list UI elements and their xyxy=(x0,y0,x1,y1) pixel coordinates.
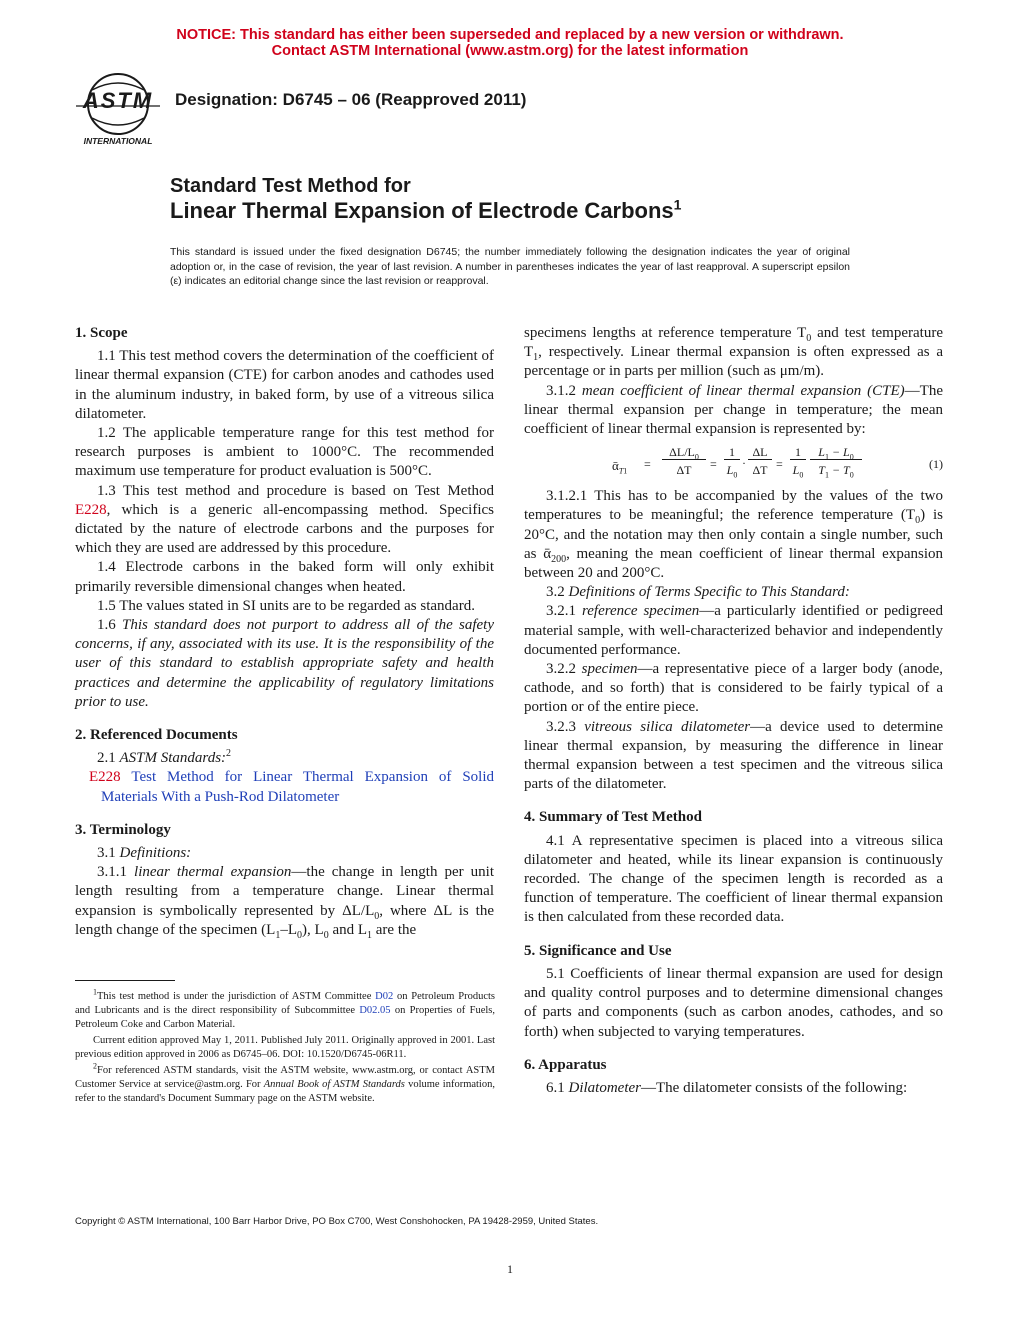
ref-e228 xyxy=(75,768,494,806)
e228-link[interactable]: E228 xyxy=(75,501,107,518)
logo-subtext: INTERNATIONAL xyxy=(83,136,153,146)
para-3-2-2-term: specimen xyxy=(581,661,638,678)
para-1-6 xyxy=(75,616,494,712)
para-1-3 xyxy=(75,482,494,559)
para-3-1-1-text-b: , where ΔL is the length change of the specimen (L xyxy=(75,902,494,938)
para-2-1-num: 2.1 xyxy=(97,750,120,767)
eq-f5-den xyxy=(810,461,862,480)
para-6-1-term: Dilatometer xyxy=(568,1079,641,1096)
footnote-2 xyxy=(75,1061,495,1106)
eq-f1-num xyxy=(662,445,706,460)
eq-f4-den-text: L xyxy=(792,463,800,478)
para-2-1 xyxy=(75,749,494,768)
para-3-1-1-text-d: ), L xyxy=(302,921,324,938)
para-3-1-2 xyxy=(524,382,943,440)
para-3-1-1-text-f: are the xyxy=(372,921,417,938)
cont-text-b: and test temperature T xyxy=(524,325,943,361)
footnote-1-mark: 1 xyxy=(93,987,97,997)
eq-dot: · xyxy=(742,456,746,471)
para-3-1-2-text: —The linear thermal expansion per change in temperature; the mean coefficient of linear thermal expansion is represented by: xyxy=(524,382,943,438)
title-text: Linear Thermal Expansion of Electrode Carbons xyxy=(170,198,674,223)
eq-number: (1) xyxy=(929,457,943,472)
title-footnote-mark: 1 xyxy=(673,196,682,213)
para-3-1-2-1-c: , meaning the mean coefficient of linear thermal expansion between 20 and 200°C. xyxy=(524,545,943,582)
footnote-1-text-b: on Petroleum Products and Lubricants and is the direct responsibility of Subcommittee xyxy=(75,991,495,1016)
para-3-1-1-text-c: –L xyxy=(280,921,298,938)
eq-f5-num-b: − L xyxy=(828,445,850,460)
sub-0: 0 xyxy=(323,929,329,941)
para-3-2-text: Definitions of Terms Specific to This Standard: xyxy=(568,584,850,601)
ref-e228-code[interactable]: E228 xyxy=(89,769,121,786)
para-3-1-1 xyxy=(75,863,494,940)
para-2-1-sup: 2 xyxy=(226,748,232,760)
eq-f3-num: ΔL xyxy=(748,445,772,460)
para-3-1-2-1-a: 3.1.2.1 This has to be accompanied by the values of the two temperatures to be meaningful; the reference temperature (T xyxy=(524,488,943,524)
copyright: Copyright © ASTM International, 100 Barr Harbor Drive, PO Box C700, West Conshohocken, PA 19428-2959, United States. xyxy=(75,1216,599,1227)
sub-0: 0 xyxy=(297,929,303,941)
sub-1: 1 xyxy=(367,929,373,941)
para-3-1-2-num: 3.1.2 xyxy=(546,382,582,399)
sub-0: 0 xyxy=(915,515,921,527)
para-1-3-text-a: 1.3 This test method and procedure is based on Test Method xyxy=(97,482,494,499)
para-1-6-text: This standard does not purport to address all of the safety concerns, if any, associated with its use. It is the responsibility of the user of this standard to establish appropriate safety and health practices and determine the applicability of regulatory limitations prior to use. xyxy=(75,617,495,710)
para-6-1 xyxy=(524,1079,943,1098)
equation-1 xyxy=(524,443,943,483)
eq-f5-num-sub-0: 0 xyxy=(849,452,854,462)
para-3-2-2-text: —a representative piece of a larger body (anode, cathode, and so forth) that is considered to be fairly typical of a portion or of the entire piece. xyxy=(524,661,943,716)
eq-f2-den xyxy=(724,461,740,480)
right-column xyxy=(524,324,943,1098)
para-3-2-3-text: —a device used to determine linear thermal expansion, by measuring the difference in linear thermal expansion between a test specimen and the vitreous silica parts of the dilatometer. xyxy=(524,718,943,793)
eq-f5-den-a: T xyxy=(818,463,825,478)
para-3-1-1-text-e: and L xyxy=(328,921,368,938)
eq-f5-den-sub-1: 1 xyxy=(824,470,829,480)
para-2-1-text: ASTM Standards: xyxy=(119,750,227,767)
sub-1: 1 xyxy=(275,929,281,941)
para-3-2-1 xyxy=(524,602,943,660)
eq-equals-3: = xyxy=(776,457,783,472)
section-2-heading: 2. Referenced Documents xyxy=(75,727,238,744)
astm-logo xyxy=(72,70,164,152)
para-5-1: 5.1 Coefficients of linear thermal expansion are used for design and quality control purposes and to determine dimensional changes of parts and components (such as carbon anodes, cathodes, and so forth) when subjected to varying temperatures. xyxy=(524,965,943,1040)
eq-alpha xyxy=(612,456,627,475)
eq-alpha-sub-1: 1 xyxy=(623,466,628,476)
eq-alpha-sub: T xyxy=(618,466,624,476)
eq-f2-den-sub: 0 xyxy=(733,470,738,480)
para-3-2-3-term: vitreous silica dilatometer xyxy=(584,718,751,735)
para-3-1-1-term: linear thermal expansion xyxy=(134,864,292,881)
para-3-2-1-text: —a particularly identified or pedigreed material sample, with well-characterized behavior and independently documented performance. xyxy=(524,603,944,658)
sub-200: 200 xyxy=(551,553,567,565)
para-3-1-num: 3.1 xyxy=(97,845,120,862)
para-3-2-2 xyxy=(524,660,943,718)
footnote-1-text-c: on Properties of Fuels, Petroleum Coke and Carbon Material. xyxy=(75,1005,495,1030)
section-5-heading: 5. Significance and Use xyxy=(524,942,672,959)
footnote-2-text-a: For referenced ASTM standards, visit the ASTM website, www.astm.org, or contact ASTM Customer Service at service@astm.org. For xyxy=(75,1065,495,1090)
section-3-heading: 3. Terminology xyxy=(75,821,171,838)
section-1-heading: 1. Scope xyxy=(75,325,128,341)
para-3-1-1-text-a: —the change in length per unit length resulting from a temperature change. Linear thermal expansion is symbolically represented by ΔL/L xyxy=(75,864,494,919)
eq-alpha-symbol: ᾱ xyxy=(612,458,619,474)
para-1-1: 1.1 This test method covers the determination of the coefficient of linear thermal expansion (CTE) for carbon anodes and cathodes used in the aluminum industry, in baked form, by use of a vitreous silica dilatometer. xyxy=(75,348,494,422)
para-3-1-1-continued xyxy=(524,324,943,382)
para-3-2-2-num: 3.2.2 xyxy=(546,661,582,678)
footnote-1 xyxy=(75,987,495,1032)
eq-f2-num: 1 xyxy=(724,445,740,460)
title-line-1: Standard Test Method for xyxy=(170,175,411,197)
eq-f1-num-text: ΔL/L xyxy=(669,445,695,460)
sub-0: 0 xyxy=(806,333,812,344)
para-3-1 xyxy=(75,844,494,863)
eq-f4-den xyxy=(790,461,806,480)
sub-1: 1 xyxy=(533,352,539,364)
para-1-2: 1.2 The applicable temperature range for this test method for research purposes is ambient to 1000°C. The recommended maximum use temperature for product evaluation is 500°C. xyxy=(75,425,494,480)
eq-equals-2: = xyxy=(710,457,717,472)
para-3-2-3 xyxy=(524,718,943,795)
notice-line-2: Contact ASTM International (www.astm.org) for the latest information xyxy=(271,43,749,59)
eq-f3-den: ΔT xyxy=(752,463,768,478)
cont-text-c: , respectively. Linear thermal expansion is often expressed as a percentage or in parts per million (such as μm/m). xyxy=(524,344,943,380)
para-3-2 xyxy=(524,583,943,602)
para-1-4: 1.4 Electrode carbons in the baked form will only exhibit primarily reversible dimensional changes when heated. xyxy=(75,559,494,595)
eq-equals-1: = xyxy=(644,457,651,472)
para-6-1-text: —The dilatometer consists of the following: xyxy=(641,1079,908,1096)
cont-text-a: specimens lengths at reference temperature T xyxy=(524,325,807,341)
footnote-1-text-a: This test method is under the jurisdiction of ASTM Committee xyxy=(97,991,376,1002)
section-6-heading: 6. Apparatus xyxy=(524,1056,607,1073)
eq-f4-num: 1 xyxy=(790,445,806,460)
footnote-2-mark: 2 xyxy=(93,1061,97,1071)
footnote-2-text-b: volume information, refer to the standard's Document Summary page on the ASTM website. xyxy=(75,1079,495,1104)
eq-f5-den-sub-0: 0 xyxy=(849,470,854,480)
eq-f5-num-sub-1: 1 xyxy=(824,452,829,462)
eq-f2-den-text: L xyxy=(726,463,734,478)
para-3-1-2-1 xyxy=(524,487,943,583)
para-1-6-num: 1.6 xyxy=(97,617,122,634)
footnotes xyxy=(75,987,495,1108)
section-4-heading: 4. Summary of Test Method xyxy=(524,809,702,826)
left-column xyxy=(75,324,494,940)
para-3-2-3-num: 3.2.3 xyxy=(546,718,585,735)
footnote-2-italic: Annual Book of ASTM Standards xyxy=(263,1079,405,1090)
designation: Designation: D6745 – 06 (Reapproved 2011) xyxy=(175,90,527,109)
eq-f1-den: ΔT xyxy=(676,463,692,478)
para-3-2-num: 3.2 xyxy=(546,584,569,601)
page-number: 1 xyxy=(507,1262,513,1276)
para-1-5: 1.5 The values stated in SI units are to be regarded as standard. xyxy=(97,597,475,614)
para-3-1-1-num: 3.1.1 xyxy=(97,864,135,881)
eq-f5-num-a: L xyxy=(818,445,825,460)
para-3-1-text: Definitions: xyxy=(119,845,192,862)
footnote-link-d02[interactable]: D02 xyxy=(375,991,394,1002)
para-3-1-2-1-b: ) is 20°C, and the notation may then only contain a single number, such as ᾱ xyxy=(524,507,943,562)
intro-paragraph: This standard is issued under the fixed designation D6745; the number immediately following the designation indicates the year of original adoption or, in the case of revision, the year of last revision. A number in parentheses indicates the year of last reapproval. A superscript epsilon (ε) indicates an editorial change since the last revision or reapproval. xyxy=(170,246,850,287)
eq-f4-den-sub: 0 xyxy=(799,470,804,480)
para-6-1-num: 6.1 xyxy=(546,1079,569,1096)
eq-f1-num-sub: 0 xyxy=(694,452,699,462)
para-1-3-text-b: , which is a generic all-encompassing method. Specifics dictated by the nature of electrode carbons and the purposes for which they are used are addressed by this procedure. xyxy=(75,501,494,557)
sub-0: 0 xyxy=(374,910,380,922)
logo-text: ASTM xyxy=(82,88,154,113)
para-3-1-2-term: mean coefficient of linear thermal expansion (CTE) xyxy=(581,382,905,399)
para-3-2-1-term: reference specimen xyxy=(581,603,700,620)
eq-f5-den-b: − T xyxy=(828,463,850,478)
footnote-rule xyxy=(75,980,175,981)
footnote-link-d0205[interactable]: D02.05 xyxy=(359,1005,391,1016)
ref-e228-title[interactable]: Test Method for Linear Thermal Expansion of Solid Materials With a Push-Rod Dilatometer xyxy=(101,769,494,805)
para-4-1: 4.1 A representative specimen is placed into a vitreous silica dilatometer and heated, while its linear expansion is continuously recorded. The change of the specimen length is recorded as a function of temperature. The coefficient of linear thermal expansion is then calculated from these recorded data. xyxy=(524,832,943,926)
footnote-1-edition: Current edition approved May 1, 2011. Published July 2011. Originally approved in 2001. Last previous edition approved in 2006 as D6745–06. DOI: 10.1520/D6745-06R11. xyxy=(75,1035,495,1060)
notice-line-1: NOTICE: This standard has either been superseded and replaced by a new version or withdrawn. xyxy=(176,27,844,43)
title-line-2 xyxy=(170,198,681,224)
para-3-2-1-num: 3.2.1 xyxy=(546,603,582,620)
eq-f5-num xyxy=(810,445,862,460)
